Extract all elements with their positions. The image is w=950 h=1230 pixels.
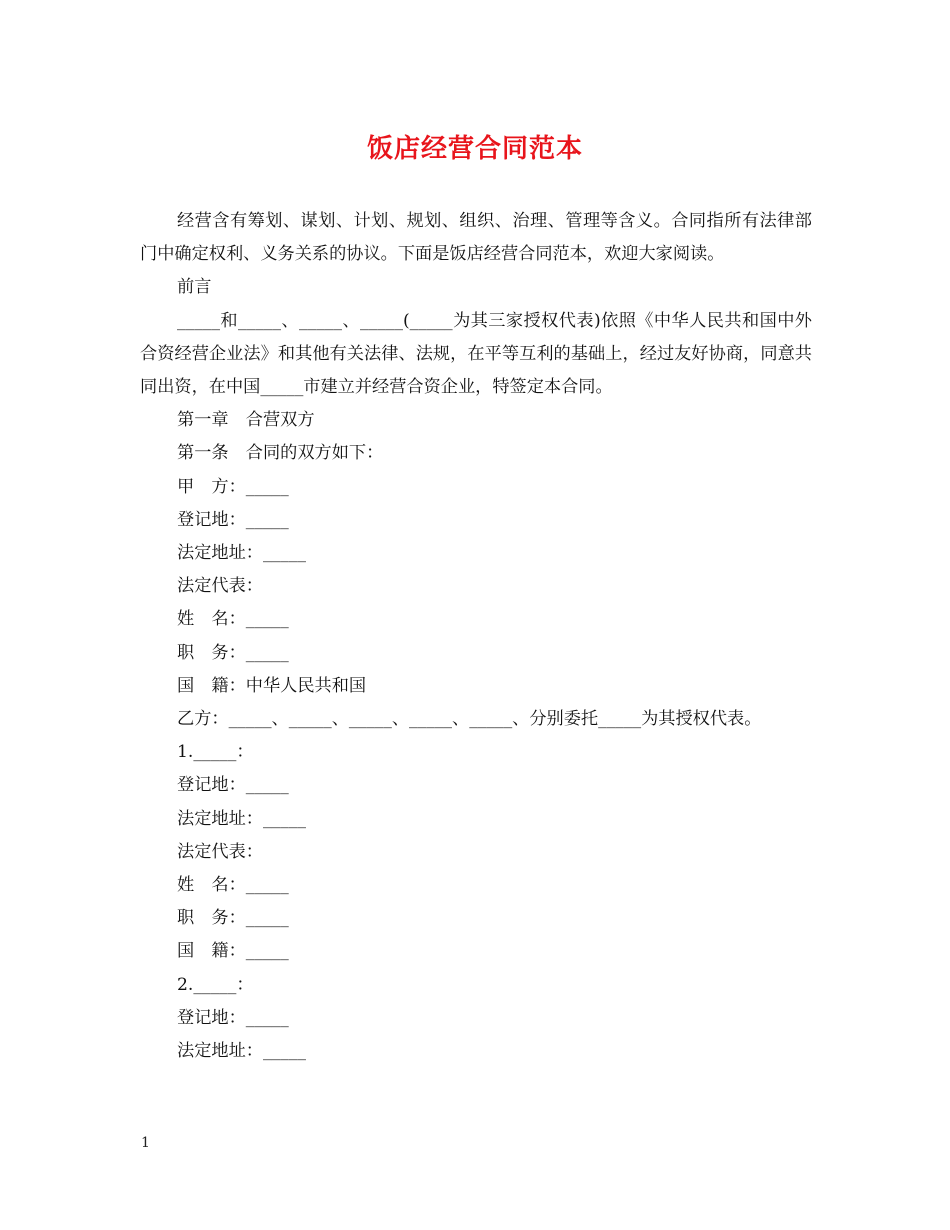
intro-paragraph: 经营含有筹划、谋划、计划、规划、组织、治理、管理等含义。合同指所有法律部门中确定权利、义务关系的协议。下面是饭店经营合同范本，欢迎大家阅读。 xyxy=(140,211,812,265)
party-b-1-heading: 1._____： xyxy=(177,742,254,763)
party-b-1-rep-title-field: 职 务：_____ xyxy=(177,908,289,929)
party-b-2-registration-field: 登记地：_____ xyxy=(177,1007,289,1028)
preface-paragraph: _____和_____、_____、_____(_____为其三家授权代表)依照《中华人民共和国中外合资经营企业法》和其他有关法律、法规，在平等互利的基础上，经过友好协商，同意共同出资，在中国_____市建立并经营合资企业，特签定本合同。 xyxy=(140,310,812,398)
party-b-2-address-field: 法定地址：_____ xyxy=(177,1041,306,1062)
page-number: 1 xyxy=(141,1135,150,1151)
party-b-1-registration-field: 登记地：_____ xyxy=(177,775,289,796)
document-title: 饭店经营合同范本 xyxy=(366,134,583,164)
document-body xyxy=(140,205,812,1068)
party-a-registration-field: 登记地：_____ xyxy=(177,509,289,530)
party-a-representative-label: 法定代表： xyxy=(177,576,263,597)
article-heading: 第一条 合同的双方如下： xyxy=(177,443,384,464)
contract-lines xyxy=(140,404,812,1068)
party-a-name-field: 甲 方：_____ xyxy=(177,476,289,497)
party-b-line: 乙方：_____、_____、_____、_____、_____、分别委托_____为其授权代表。 xyxy=(177,709,762,730)
party-b-1-rep-name-field: 姓 名：_____ xyxy=(177,875,289,896)
party-a-address-field: 法定地址：_____ xyxy=(177,543,306,564)
party-a-rep-title-field: 职 务：_____ xyxy=(177,642,289,663)
chapter-heading: 第一章 合营双方 xyxy=(177,410,315,431)
party-b-2-heading: 2._____： xyxy=(177,974,254,995)
party-b-1-rep-nationality-field: 国 籍：_____ xyxy=(177,941,289,962)
party-b-1-address-field: 法定地址：_____ xyxy=(177,808,306,829)
party-a-rep-name-field: 姓 名：_____ xyxy=(177,609,289,630)
party-a-rep-nationality-field: 国 籍：中华人民共和国 xyxy=(177,675,367,696)
preface-heading: 前言 xyxy=(177,277,212,298)
party-b-1-representative-label: 法定代表： xyxy=(177,841,263,862)
